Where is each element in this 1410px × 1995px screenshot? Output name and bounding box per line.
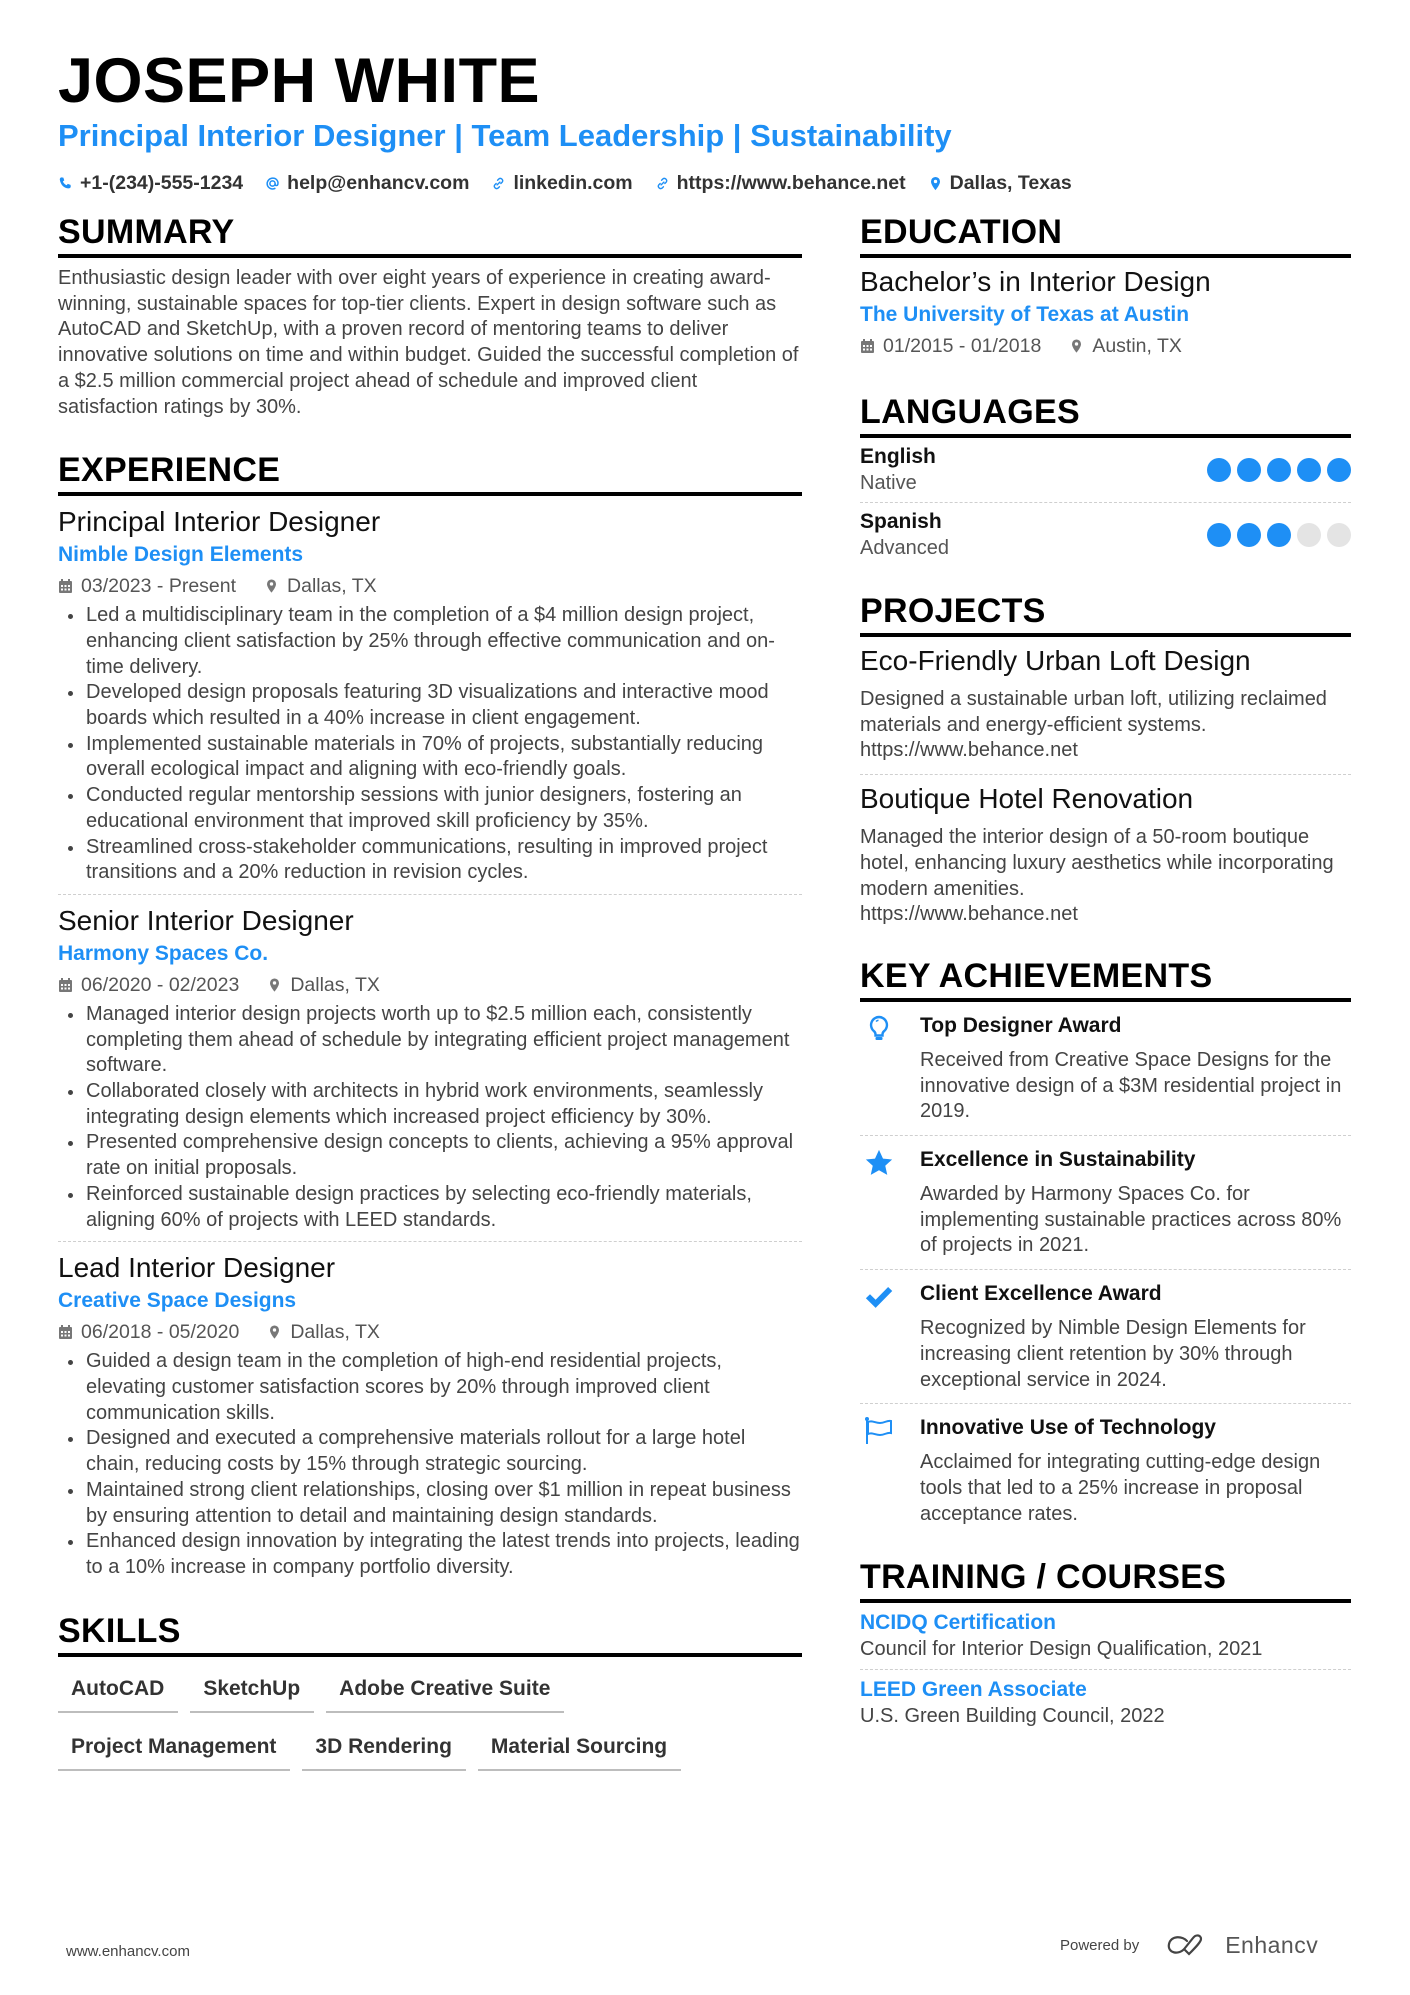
project-title: Boutique Hotel Renovation	[860, 783, 1194, 815]
bullet: Led a multidisciplinary team in the completion of a $4 million design project, enhancing client satisfaction by 25% through effective communication and on-time delivery.	[58, 603, 802, 680]
achievement-description: Received from Creative Space Designs for the innovative design of a $3M residential project in 2019.	[920, 1048, 1342, 1123]
bullet: Developed design proposals featuring 3D visualizations and interactive mood boards which resulted in a 40% increase in client engagement.	[58, 680, 802, 731]
rating-dot-filled	[1207, 523, 1231, 547]
checkmark-icon	[864, 1282, 894, 1312]
candidate-name: JOSEPH WHITE	[58, 46, 541, 116]
section-divider	[860, 254, 1351, 258]
rating-dot-filled	[1327, 458, 1351, 482]
job-location	[267, 1318, 380, 1346]
course-title: NCIDQ Certification	[860, 1611, 1057, 1635]
calendar-icon	[860, 338, 875, 354]
flag-icon	[864, 1416, 894, 1446]
experience-section	[58, 450, 802, 1588]
contact-portfolio[interactable]	[655, 170, 906, 196]
rating-dot-filled	[1207, 458, 1231, 482]
rating-dot-filled	[1297, 458, 1321, 482]
contact-location	[928, 170, 1072, 196]
project-item	[860, 774, 1351, 938]
project-title: Eco-Friendly Urban Loft Design	[860, 645, 1251, 676]
lightbulb-icon	[864, 1014, 894, 1044]
contact-location-text: Dallas, Texas	[949, 172, 1072, 194]
job-title: Senior Interior Designer	[58, 904, 354, 936]
degree: Bachelor’s in Interior Design	[860, 266, 1211, 297]
project-description: Managed the interior design of a 50-room boutique hotel, enhancing luxury aesthetics while incorporating modern amenities.	[860, 826, 1334, 900]
powered-by-label: Powered by	[1060, 1937, 1140, 1954]
bullet: Managed interior design projects worth up to $2.5 million each, consistently completing them ahead of schedule by integrating efficient project management software.	[58, 1002, 802, 1079]
section-title-achievements: KEY ACHIEVEMENTS	[860, 956, 1213, 995]
contact-phone[interactable]	[58, 170, 243, 196]
job-dates	[58, 971, 239, 999]
contact-portfolio-text: https://www.behance.net	[676, 172, 906, 194]
school-name: The University of Texas at Austin	[860, 303, 1190, 326]
achievement-item	[860, 1269, 1351, 1403]
rating-dot-empty	[1297, 523, 1321, 547]
location-icon	[264, 578, 279, 594]
calendar-icon	[58, 1324, 73, 1340]
education-dates	[860, 332, 1041, 360]
language-name: Spanish	[860, 510, 942, 533]
contact-email-text: help@enhancv.com	[287, 172, 470, 194]
contact-linkedin-text: linkedin.com	[513, 172, 633, 194]
location-icon	[928, 176, 943, 191]
project-link[interactable]: https://www.behance.net	[860, 739, 1078, 762]
skill-tag: SketchUp	[190, 1669, 314, 1713]
course-detail: Council for Interior Design Qualification, 2021	[860, 1638, 1263, 1661]
skill-tag: Material Sourcing	[478, 1727, 681, 1771]
language-item	[860, 438, 1351, 502]
star-icon	[864, 1148, 894, 1178]
rating-dot-empty	[1327, 523, 1351, 547]
achievement-description: Acclaimed for integrating cutting-edge design tools that led to a 25% increase in proposal acceptance rates.	[920, 1451, 1321, 1525]
section-title-education: EDUCATION	[860, 213, 1063, 251]
skill-tag: 3D Rendering	[302, 1727, 466, 1771]
course-detail: U.S. Green Building Council, 2022	[860, 1705, 1165, 1728]
job-dates	[58, 1318, 239, 1346]
job-dates-text: 03/2023 - Present	[81, 575, 237, 598]
language-level: Native	[860, 472, 917, 494]
job-location-text: Dallas, TX	[287, 575, 377, 598]
achievement-title: Innovative Use of Technology	[920, 1416, 1216, 1440]
phone-icon	[58, 176, 73, 191]
link-icon	[655, 176, 670, 191]
brand-name: Enhancv	[1225, 1932, 1319, 1958]
language-rating	[1207, 458, 1351, 482]
section-divider	[58, 1653, 802, 1657]
section-title-summary: SUMMARY	[58, 213, 235, 251]
course-item	[860, 1669, 1351, 1736]
achievement-item	[860, 1403, 1351, 1537]
company-name: Nimble Design Elements	[58, 543, 304, 567]
project-link[interactable]: https://www.behance.net	[860, 903, 1078, 926]
education-dates-text: 01/2015 - 01/2018	[883, 335, 1042, 357]
contact-phone-text: +1-(234)-555-1234	[80, 172, 244, 194]
contact-row	[58, 170, 1072, 196]
section-title-experience: EXPERIENCE	[58, 451, 281, 490]
rating-dot-filled	[1267, 458, 1291, 482]
skills-section	[58, 1611, 802, 1771]
calendar-icon	[58, 578, 73, 594]
job-dates	[58, 572, 236, 600]
rating-dot-filled	[1237, 458, 1261, 482]
project-description: Designed a sustainable urban loft, utilizing reclaimed materials and energy-efficient systems.	[860, 688, 1327, 736]
section-title-languages: LANGUAGES	[860, 393, 1080, 431]
candidate-headline: Principal Interior Designer | Team Leadership | Sustainability	[58, 118, 952, 153]
job-meta	[58, 1318, 802, 1346]
bullet: Designed and executed a comprehensive materials rollout for a large hotel chain, reducing costs by 15% through strategic sourcing.	[58, 1426, 802, 1477]
job-dates-text: 06/2020 - 02/2023	[81, 973, 240, 996]
experience-entry	[58, 1242, 802, 1588]
skills-list	[58, 1669, 802, 1771]
bullet: Guided a design team in the completion of high-end residential projects, elevating customer satisfaction scores by 20% through improved client communication skills.	[58, 1349, 802, 1426]
section-title-training: TRAINING / COURSES	[860, 1558, 1227, 1597]
job-meta	[58, 971, 802, 999]
link-icon	[491, 176, 506, 191]
rating-dot-filled	[1267, 523, 1291, 547]
job-meta	[58, 572, 802, 600]
training-section	[860, 1557, 1351, 1735]
achievement-title: Excellence in Sustainability	[920, 1148, 1196, 1172]
bullet: Maintained strong client relationships, closing over $1 million in repeat business by ensuring attention to detail and maintaining design standards.	[58, 1478, 802, 1529]
calendar-icon	[58, 977, 73, 993]
job-location	[264, 572, 377, 600]
skill-tag: Adobe Creative Suite	[326, 1669, 564, 1713]
education-location-text: Austin, TX	[1092, 335, 1182, 357]
left-column	[58, 212, 802, 1771]
experience-entry	[58, 496, 802, 895]
summary-section	[58, 212, 802, 420]
language-item	[860, 502, 1351, 567]
bullet: Presented comprehensive design concepts to clients, achieving a 95% approval rate on initial proposals.	[58, 1130, 802, 1181]
job-bullets	[58, 1349, 802, 1580]
achievements-section	[860, 956, 1351, 1537]
brand-logo[interactable]	[1165, 1932, 1318, 1959]
rating-dot-filled	[1237, 523, 1261, 547]
education-section	[860, 212, 1351, 360]
job-location-text: Dallas, TX	[290, 1321, 380, 1344]
skill-tag: Project Management	[58, 1727, 290, 1771]
company-name: Creative Space Designs	[58, 1289, 297, 1313]
section-title-projects: PROJECTS	[860, 592, 1046, 630]
job-location	[267, 971, 380, 999]
bullet: Collaborated closely with architects in hybrid work environments, seamlessly integrating design elements which increased project efficiency by 30%.	[58, 1079, 802, 1130]
section-divider	[58, 254, 802, 258]
achievement-title: Client Excellence Award	[920, 1282, 1162, 1306]
location-icon	[267, 977, 282, 993]
right-column	[860, 212, 1351, 1736]
job-bullets	[58, 603, 802, 886]
skill-tag: AutoCAD	[58, 1669, 178, 1713]
bullet: Implemented sustainable materials in 70% of projects, substantially reducing overall ecological impact and aligning with eco-friendly goals.	[58, 732, 802, 783]
achievement-title: Top Designer Award	[920, 1013, 1122, 1037]
job-title: Lead Interior Designer	[58, 1252, 336, 1284]
job-dates-text: 06/2018 - 05/2020	[81, 1321, 240, 1344]
bullet: Streamlined cross-stakeholder communications, resulting in improved project transitions and a 20% reduction in revision cycles.	[58, 835, 802, 886]
bullet: Conducted regular mentorship sessions with junior designers, fostering an educational environment that improved skill proficiency by 35%.	[58, 783, 802, 834]
at-icon	[265, 176, 280, 191]
language-rating	[1207, 523, 1351, 547]
experience-entry	[58, 895, 802, 1242]
job-bullets	[58, 1002, 802, 1233]
language-name: English	[860, 445, 936, 468]
section-title-skills: SKILLS	[58, 1611, 181, 1650]
achievement-item	[860, 1135, 1351, 1269]
summary-text: Enthusiastic design leader with over eight years of experience in creating award-winning, sustainable spaces for top-tier clients. Expert in design software such as AutoCAD and SketchUp, with a proven record of mentoring teams to deliver innovative solutions on time and within budget. Guided the successful completion of a $2.5 million commercial project ahead of schedule and improved client satisfaction ratings by 30%.	[58, 267, 799, 418]
languages-section	[860, 392, 1351, 567]
company-name: Harmony Spaces Co.	[58, 941, 269, 965]
contact-linkedin[interactable]	[491, 170, 632, 196]
job-location-text: Dallas, TX	[290, 973, 380, 996]
language-level: Advanced	[860, 537, 949, 559]
footer-website[interactable]: www.enhancv.com	[66, 1943, 190, 1960]
project-item	[860, 637, 1351, 774]
projects-section	[860, 591, 1351, 938]
course-item	[860, 1603, 1351, 1669]
achievement-item	[860, 1002, 1351, 1135]
bullet: Enhanced design innovation by integrating the latest trends into projects, leading to a 10% increase in company portfolio diversity.	[58, 1529, 802, 1580]
enhancv-logo-icon	[1165, 1933, 1213, 1959]
bullet: Reinforced sustainable design practices by selecting eco-friendly materials, aligning 60% of projects with LEED standards.	[58, 1182, 802, 1233]
achievement-description: Awarded by Harmony Spaces Co. for implementing sustainable practices across 80% of projects in 2021.	[920, 1183, 1342, 1257]
footer-branding	[1060, 1932, 1318, 1959]
education-location	[1069, 332, 1182, 360]
contact-email[interactable]	[265, 170, 469, 196]
achievement-description: Recognized by Nimble Design Elements for increasing client retention by 30% through exceptional service in 2024.	[920, 1317, 1306, 1391]
job-title: Principal Interior Designer	[58, 506, 381, 538]
location-icon	[267, 1324, 282, 1340]
course-title: LEED Green Associate	[860, 1678, 1087, 1702]
education-meta	[860, 332, 1351, 360]
location-icon	[1069, 338, 1084, 354]
